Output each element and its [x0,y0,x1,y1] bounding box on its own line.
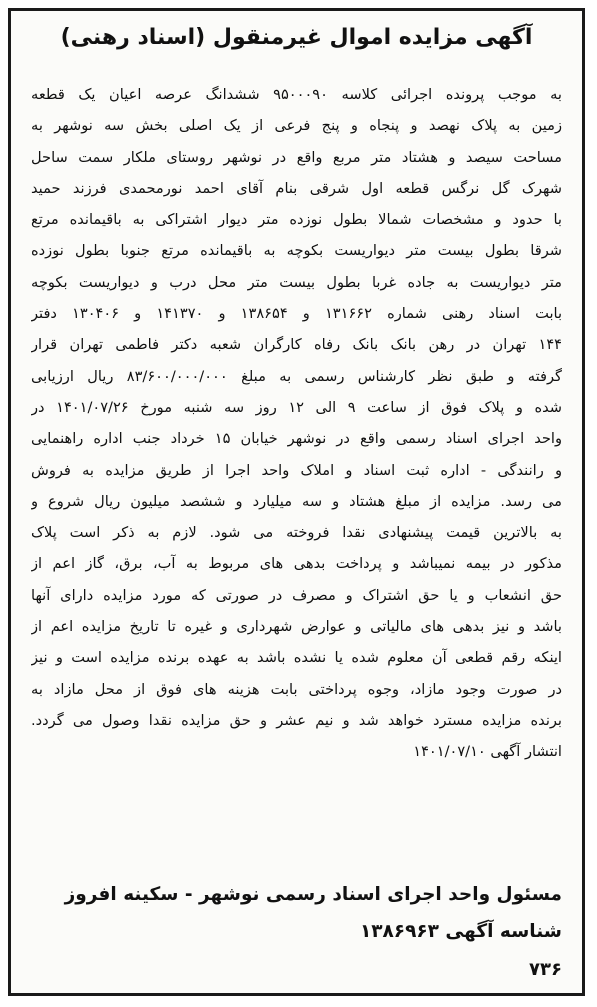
body-line: شده و پلاک فوق از ساعت ۹ الی ۱۲ روز سه شنبه مورخ ۱۴۰۱/۰۷/۲۶ در [31,398,562,416]
notice-frame [8,8,585,996]
body-line: و رانندگی - اداره ثبت اسناد و املاک واحد اجرا از طریق مزایده به فروش [31,461,562,479]
body-line: واحد اجرای اسناد رسمی واقع در نوشهر خیابان ۱۵ خرداد جنب اداره راهنمایی [31,430,562,448]
body-line: برنده مزایده مسترد خواهد شد و نیم عشر و حق مزایده نقدا وصول می گردد. [31,711,562,729]
notice-title: آگهی مزایده اموال غیرمنقول (اسناد رهنی) [60,25,533,50]
notice-body [31,79,562,768]
body-line: باشد و نیز بدهی های مالیاتی و عوارض شهرداری و غیره تا تاریخ مزایده اعم از [31,618,562,636]
body-line: اینکه رقم قطعی آن معلوم شده یا نشده باشد به عهده برنده مزایده است و نیز [31,649,562,667]
body-line: زمین به پلاک نهصد و پنجاه و پنج فرعی از یک اصلی بخش سه نوشهر به [31,117,562,135]
page-number: ۷۳۶ [529,959,562,980]
body-line: مذکور در بیمه نمیباشد و پرداخت بدهی های مربوط به آب، برق، گاز اعم از [31,555,562,573]
body-line: متر دیواریست به جاده غربا بطول بیست متر محل درب و دیواریست بکوچه [31,273,562,291]
body-line: به موجب پرونده اجرائی کلاسه ۹۵۰۰۰۹۰ ششدانگ عرصه اعیان یک قطعه [31,86,562,103]
body-line: شهرک گل نرگس قطعه اول شرقی بنام آقای احمد نورمحمدی فرزند حمید [31,179,562,197]
body-line: ۱۴۴ تهران در رهن بانک بانک رفاه کارگران شعبه دکتر فاطمی تهران قرار [31,336,562,354]
body-line: می رسد. مزایده از مبلغ هشتاد و سه میلیارد و ششصد میلیون ریال شروع و [31,492,562,510]
body-line: بابت اسناد رهنی شماره ۱۳۱۶۶۲ و ۱۳۸۶۵۴ و ۱۴۱۳۷۰ و ۱۳۰۴۰۶ دفتر [31,305,562,323]
signature-line: مسئول واحد اجرای اسناد رسمی نوشهر - سکینه افروز [64,884,562,905]
body-line: حق انشعاب و یا حق اشتراک و مصرف در صورتی که مورد مزایده دارای آنها [31,586,562,604]
body-line: با حدود و مشخصات شمالا بطول نوزده متر دیوار اشتراکی به باقیمانده مرتع [31,211,562,229]
publication-date-line: انتشار آگهی ۱۴۰۱/۰۷/۱۰ [413,743,562,761]
body-line: گرفته و طبق نظر کارشناس رسمی به مبلغ ۸۳/۶۰۰/۰۰۰/۰۰۰ ریال ارزیابی [31,367,562,385]
body-line: به بالاترین قیمت پیشنهادی نقدا فروخته می شود. لازم به ذکر است پلاک [31,524,562,542]
body-line: شرقا بطول بیست متر دیواریست بکوچه به باقیمانده مرتع جنوبا بطول نوزده [31,242,562,260]
notice-id: شناسه آگهی ۱۳۸۶۹۶۳ [359,921,562,942]
body-line: مساحت سیصد و هشتاد متر مربع واقع در نوشهر روستای ملکار سمت ساحل [31,148,562,166]
body-line: در صورت وجود مازاد، وجوه پرداختی بابت هزینه های فوق از محل مازاد به [31,680,562,698]
